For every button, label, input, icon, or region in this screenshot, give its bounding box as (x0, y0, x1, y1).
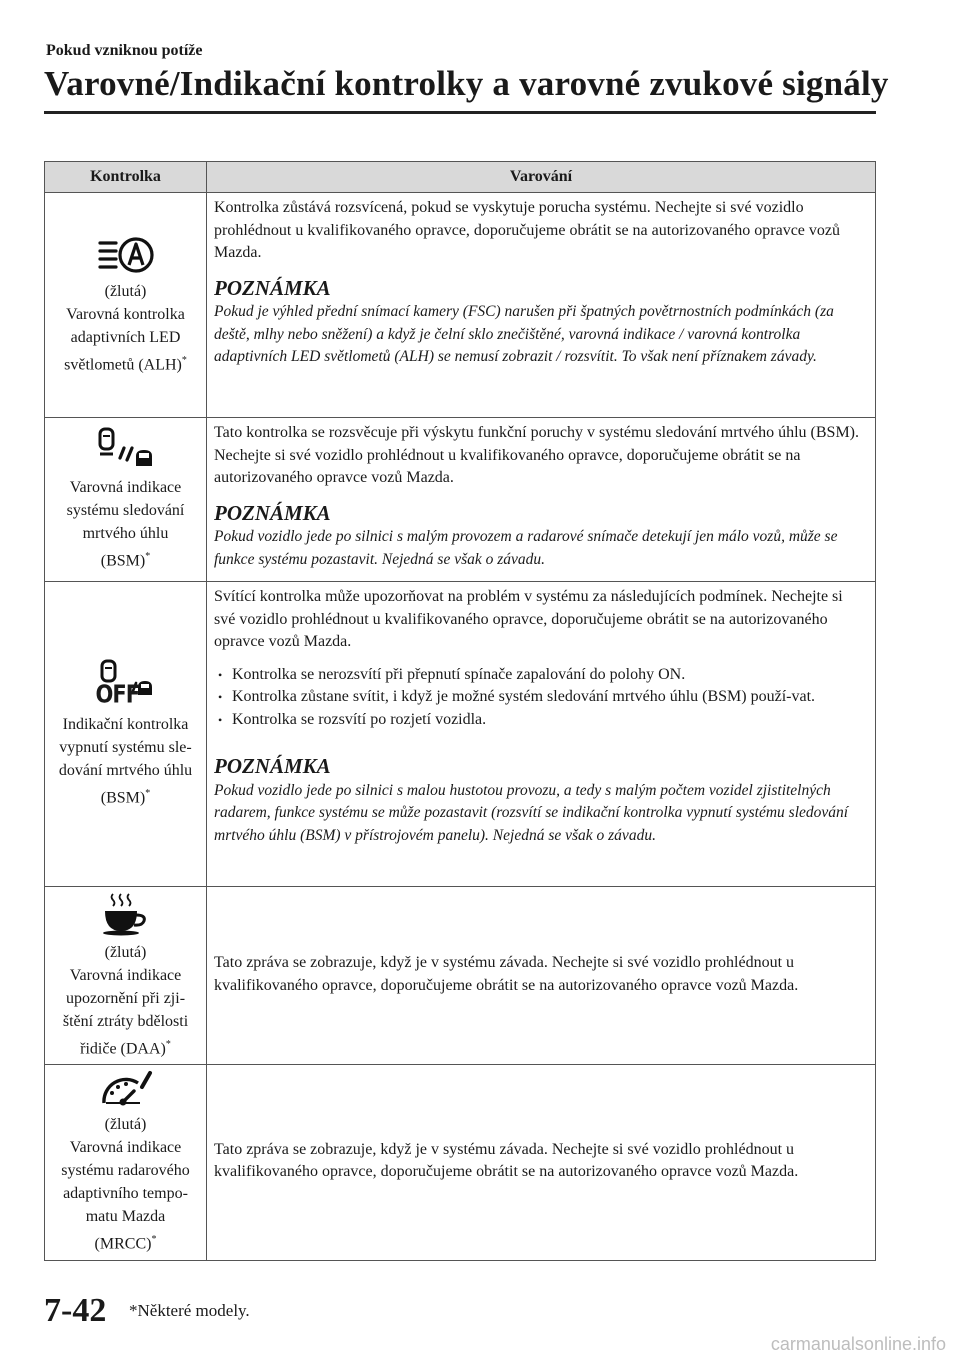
table-row (45, 418, 876, 582)
warning-description-cell (207, 418, 876, 582)
indicator-cell (45, 887, 207, 1065)
indicator-name-line: světlometů (ALH)* (64, 354, 187, 374)
watermark: carmanualsonline.info (770, 1334, 946, 1354)
note-text: Pokud vozidlo jede po silnici s malým provozem a radarové snímače detekují jen málo vozů, může se funkce systému pozastavit. Nejedná se však o závadu. (214, 528, 838, 568)
indicator-name-line: vypnutí systému sle- (59, 738, 192, 756)
indicator-name-line: řidiče (DAA)* (80, 1039, 171, 1058)
indicator-name-line: (žlutá) (104, 282, 147, 300)
table-row (45, 887, 876, 1065)
indicator-name-line: Indikační kontrolka (62, 715, 189, 733)
adaptive-led-headlight-icon (96, 234, 156, 276)
indicator-name-line: Varovná indikace (69, 1139, 182, 1157)
footnote-asterisk: * (145, 551, 151, 563)
condition-list (214, 664, 867, 732)
page-title: Varovné/Indikační kontrolky a varovné zvukové signály (44, 64, 889, 103)
column-header-icon: Kontrolka (45, 162, 207, 193)
indicator-name-line: upozornění při zji- (65, 990, 186, 1007)
indicator-name-line: mrtvého úhlu (82, 525, 169, 543)
blind-spot-monitoring-icon (96, 426, 156, 472)
indicator-cell (45, 418, 207, 582)
indicator-name-line: štění ztráty bdělosti (62, 1013, 189, 1030)
list-item: • Kontrolka se nerozsvítí při přepnutí spínače zapalování do polohy ON. (214, 664, 867, 687)
list-item: • Kontrolka zůstane svítit, i když je možné systém sledování mrtvého úhlu (BSM) použí-vat. (214, 686, 867, 709)
indicator-name-line: Varovná kontrolka (66, 305, 185, 323)
warning-text: Tato zpráva se zobrazuje, když je v systému závada. Nechejte si své vozidlo prohlédnout u kvalifikovaného opravce, doporučujeme obrátit se na autorizovaného opravce vozů Mazda. (214, 1140, 799, 1181)
indicator-cell (45, 1065, 207, 1260)
warning-text: Svítící kontrolka může upozorňovat na problém v systému za následujících podmínek. Nechejte si své vozidlo prohlédnout u kvalifikovaného opravce, doporučujeme obrátit se na autorizovaného opravce vozů Mazda. (214, 588, 843, 650)
footnote-asterisk: * (151, 1234, 157, 1246)
table-header-row (45, 162, 876, 193)
footnote-asterisk: * (165, 1039, 171, 1050)
warning-text: Tato kontrolka se rozsvěcuje při výskytu funkční poruchy v systému sledování mrtvého úhlu (BSM). Nechejte si své vozidlo prohlédnout u kvalifikovaného opravce, doporučujeme obrátit se na autorizovaného opravce vozů Mazda. (214, 424, 859, 486)
page-number: 7-42 (44, 1292, 107, 1329)
table-row (45, 193, 876, 418)
blind-spot-monitoring-off-icon (96, 659, 156, 709)
table-row (45, 582, 876, 887)
warning-lights-table (44, 161, 876, 1261)
note-text: Pokud je výhled přední snímací kamery (FSC) narušen při špatných povětrnostních podmínkách (za deště, mlhy nebo sněžení) a když je čelní sklo znečištěné, varovná indikace / varovná kontrolka adaptivních LED světlometů (ALH) se nemusí zobrazit / rozsvítit. To však není příznakem závady. (214, 303, 834, 365)
indicator-cell (45, 582, 207, 887)
indicator-name-line: Varovná indikace (69, 479, 182, 497)
footnote-asterisk: * (181, 354, 187, 366)
indicator-name-line: Varovná indikace (69, 967, 182, 984)
note-title: POZNÁMKA (214, 500, 331, 525)
indicator-name-line: (BSM)* (100, 551, 151, 570)
indicator-name-line: adaptivního tempo- (63, 1185, 188, 1203)
title-divider (44, 111, 876, 114)
footnote-asterisk: * (145, 787, 151, 799)
warning-description-cell (207, 887, 876, 1065)
indicator-name-line: matu Mazda (85, 1208, 166, 1226)
warning-description-cell (207, 193, 876, 418)
table-row (45, 1065, 876, 1260)
warning-description-cell (207, 1065, 876, 1260)
column-header-warning: Varování (207, 162, 876, 193)
indicator-name-line: (žlutá) (104, 1116, 147, 1134)
warning-text: Kontrolka zůstává rozsvícená, pokud se vyskytuje porucha systému. Nechejte si své vozidlo prohlédnout u kvalifikovaného opravce, doporučujeme obrátit se na autorizovaného opravce vozů Mazda. (214, 199, 840, 261)
indicator-name-line: (MRCC)* (94, 1234, 157, 1253)
radar-cruise-control-icon (98, 1069, 154, 1109)
indicator-name-line: dování mrtvého úhlu (58, 761, 193, 779)
indicator-name-line: (BSM)* (100, 787, 151, 807)
coffee-cup-icon (100, 891, 152, 937)
footnote: *Některé modely. (129, 1301, 250, 1320)
list-item: • Kontrolka se rozsvítí po rozjetí vozidla. (214, 709, 867, 732)
indicator-name-line: (žlutá) (104, 944, 147, 961)
indicator-name-line: adaptivních LED (70, 328, 181, 346)
note-title: POZNÁMKA (214, 275, 331, 300)
indicator-cell (45, 193, 207, 418)
off-label: OFF (95, 679, 140, 709)
note-text: Pokud vozidlo jede po silnici s malou hustotou provozu, a tedy s malým počtem vozidel zjistitelných radarem, funkce systému se může pozastavit (rozsvítí se indikační kontrolka vypnutí systému sledování mrtvého úhlu (BSM) v přístrojovém panelu). Nejedná se však o závadu. (214, 781, 849, 844)
note-title: POZNÁMKA (214, 754, 331, 778)
warning-text: Tato zpráva se zobrazuje, když je v systému závada. Nechejte si své vozidlo prohlédnout u kvalifikovaného opravce, doporučujeme obrátit se na autorizovaného opravce vozů Mazda. (214, 954, 799, 994)
section-label: Pokud vzniknou potíže (46, 42, 203, 59)
indicator-name-line: systému sledování (66, 502, 185, 520)
indicator-name-line: systému radarového (61, 1162, 190, 1180)
warning-description-cell (207, 582, 876, 887)
